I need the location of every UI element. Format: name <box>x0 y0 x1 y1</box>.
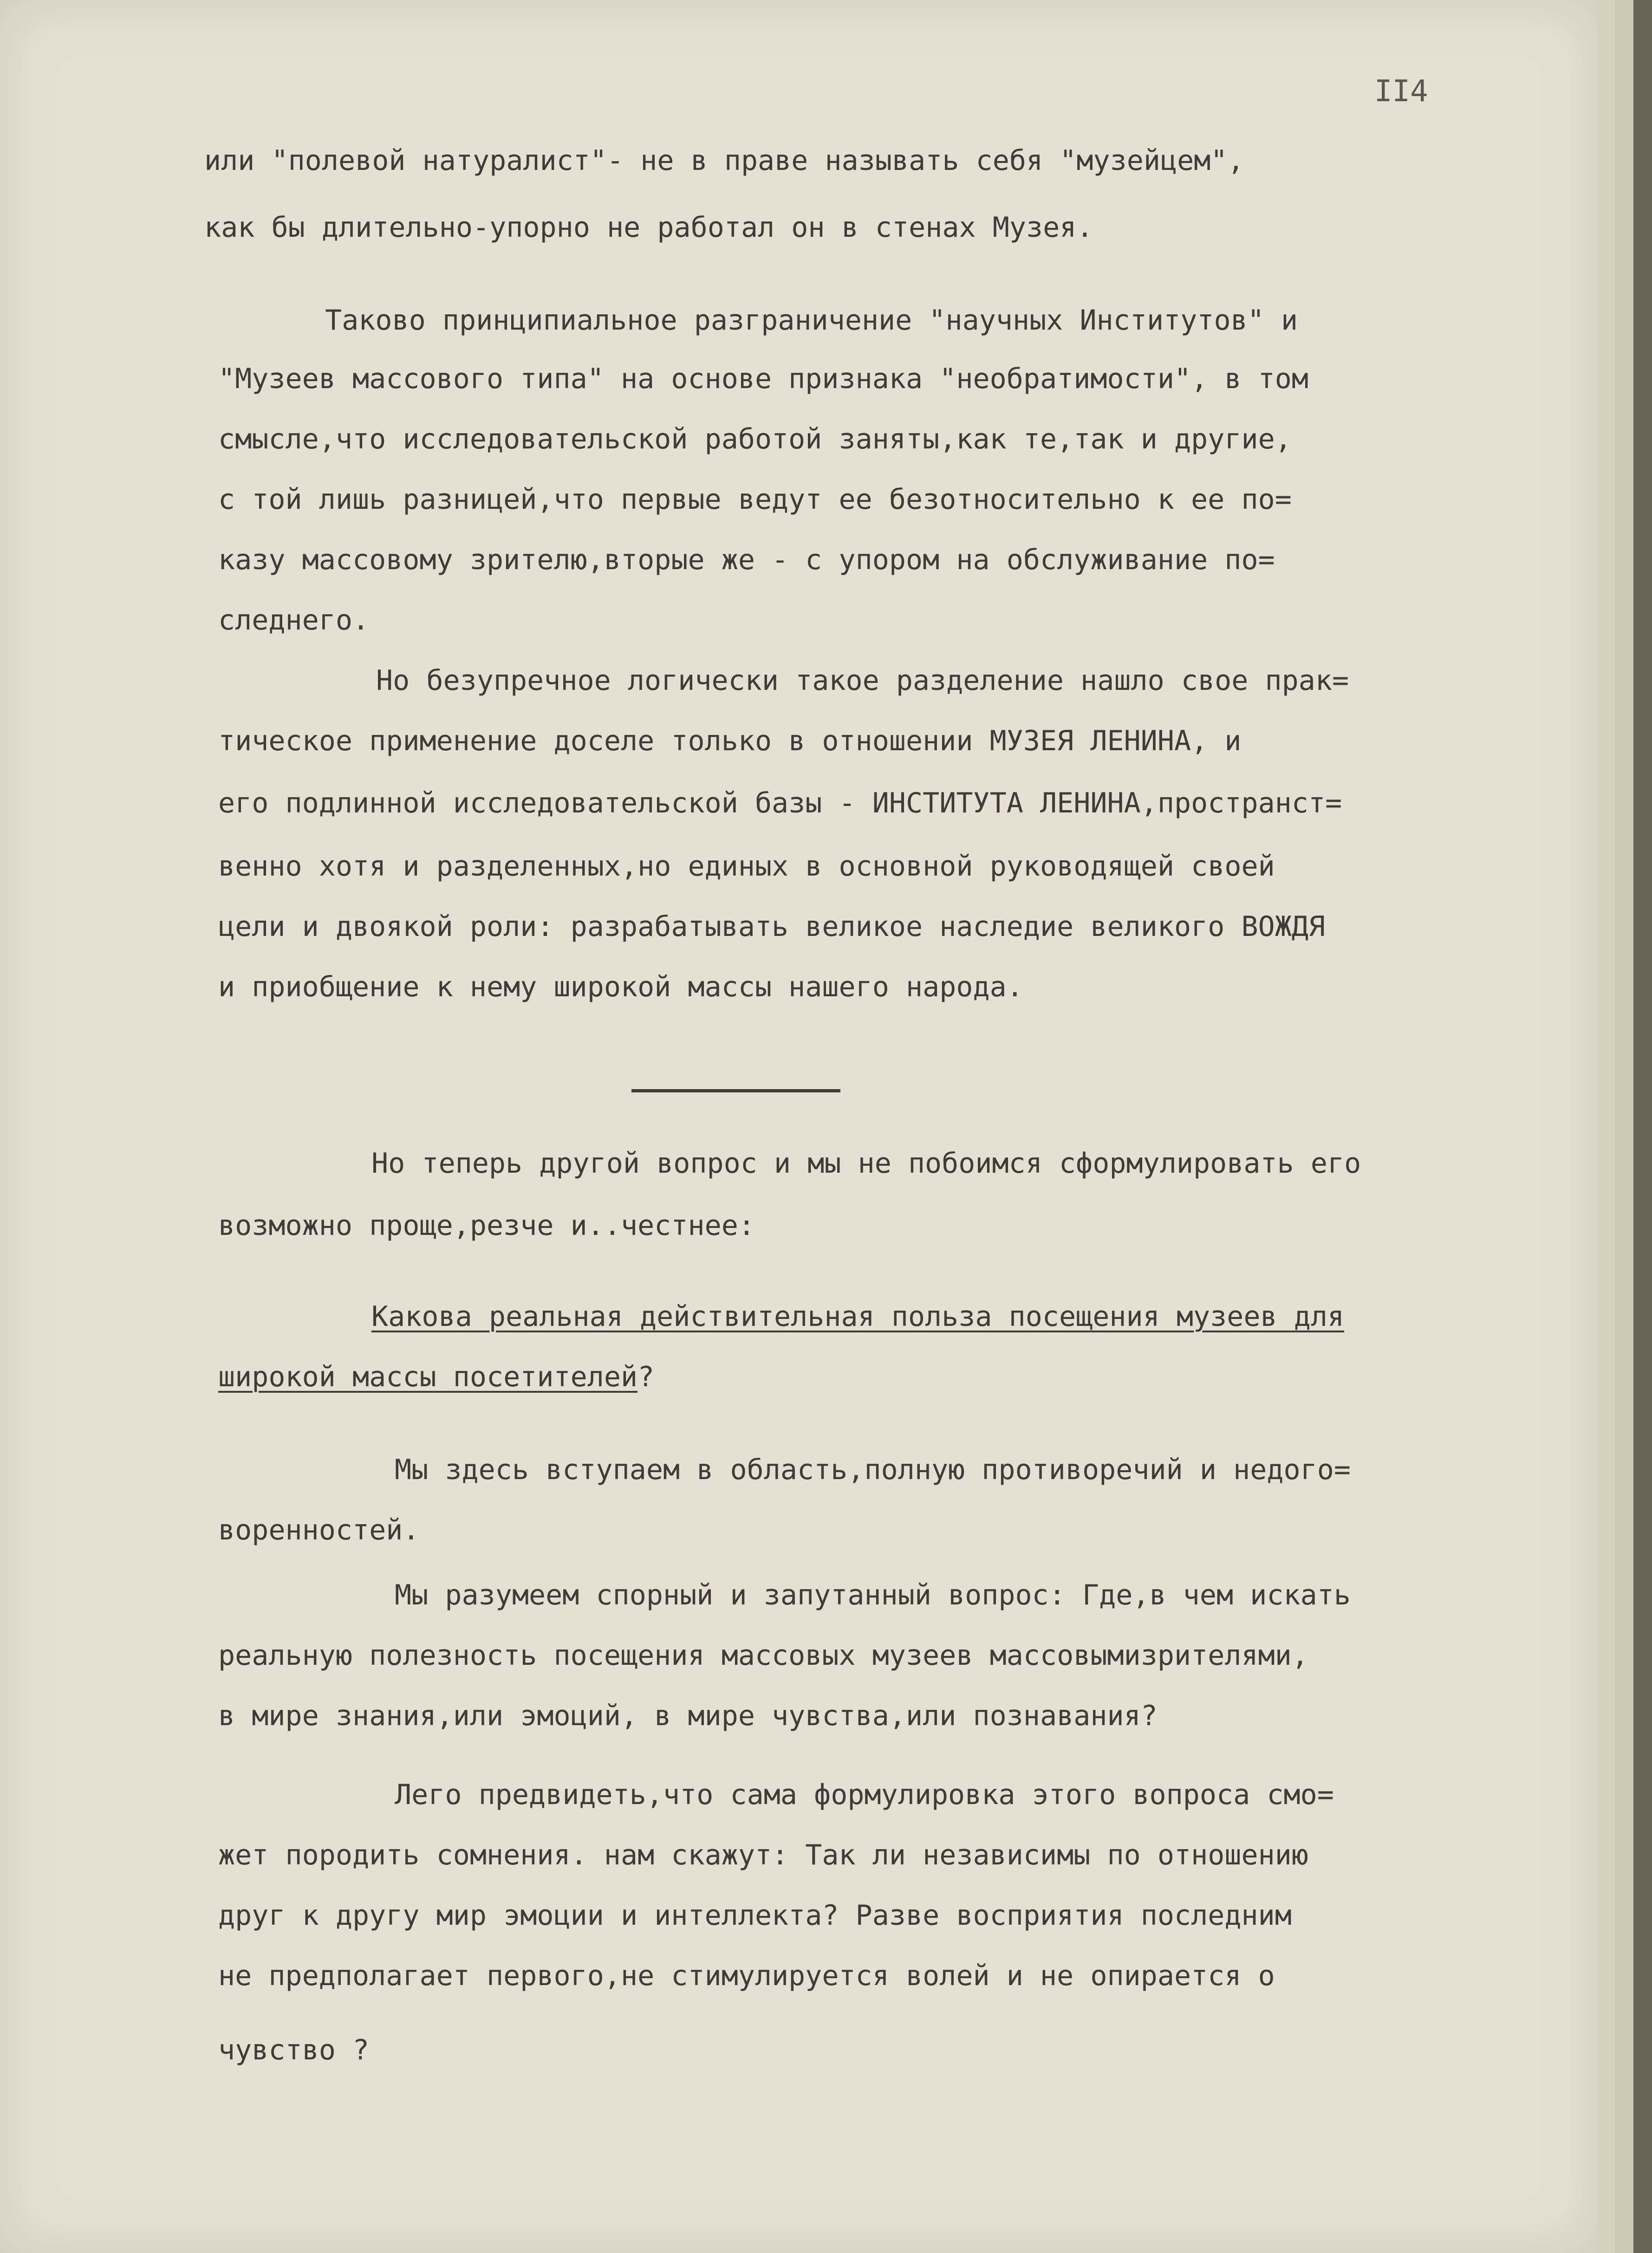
question-mark: ? <box>637 1361 655 1393</box>
text-line-3: Таково принципиальное разграничение "научных Институтов" и <box>325 304 1298 337</box>
text-line-16: возможно проще,резче и..честнее: <box>218 1209 755 1242</box>
text-line-14: и приобщение к нему широкой массы нашего народа. <box>218 971 1023 1003</box>
text-line-20: воренностей. <box>218 1514 420 1546</box>
text-line-11: его подлинной исследовательской базы - ИНСТИТУТА ЛЕНИНА,пространст= <box>218 787 1342 819</box>
text-line-5: смысле,что исследовательской работой заняты,как те,так и другие, <box>218 423 1292 455</box>
text-line-4: "Музеев массового типа" на основе признака "необратимости", в том <box>218 363 1308 395</box>
text-line-10: тическое применение доселе только в отношении МУЗЕЯ ЛЕНИНА, и <box>218 725 1242 757</box>
text-line-1: или "полевой натуралист"- не в праве называть себя "музейцем", <box>204 144 1244 177</box>
page-number: II4 <box>1374 74 1428 109</box>
text-line-6: с той лишь разницей,что первые ведут ее безотносительно к ее по= <box>218 483 1292 516</box>
text-line-2: как бы длительно-упорно не работал он в стенах Музея. <box>204 211 1093 244</box>
text-line-21: Мы разумеем спорный и запутанный вопрос: Где,в чем искать <box>395 1579 1351 1611</box>
text-line-28: чувство ? <box>218 2034 370 2066</box>
text-line-25: жет породить сомнения. нам скажут: Так ли независимы по отношению <box>218 1839 1308 1871</box>
text-line-7: казу массовому зрителю,вторые же - с упором на обслуживание по= <box>218 544 1275 576</box>
text-line-9: Но безупречное логически такое разделение нашло свое прак= <box>376 664 1349 697</box>
text-line-8: следнего. <box>218 604 370 636</box>
section-separator <box>631 1089 840 1092</box>
underlined-question-text: широкой массы посетителей <box>218 1361 638 1393</box>
text-line-26: друг к другу мир эмоции и интеллекта? Разве восприятия последним <box>218 1899 1292 1932</box>
text-line-24: Лего предвидеть,что сама формулировка этого вопроса смо= <box>395 1779 1334 1811</box>
text-line-12: венно хотя и разделенных,но единых в основной руководящей своей <box>218 850 1275 883</box>
text-line-22: реальную полезность посещения массовых музеев массовымизрителями, <box>218 1639 1308 1672</box>
text-line-19: Мы здесь вступаем в область,полную противоречий и недого= <box>395 1454 1351 1486</box>
underlined-question-line-2 <box>218 1363 654 1391</box>
text-line-27: не предполагает первого,не стимулируется волей и не опирается о <box>218 1960 1275 1992</box>
text-line-23: в мире знания,или эмоций, в мире чувства,или познавания? <box>218 1700 1158 1732</box>
text-line-13: цели и двоякой роли: разрабатывать великое наследие великого ВОЖДЯ <box>218 910 1326 943</box>
underlined-question-line-1: Какова реальная действительная польза посещения музеев для <box>371 1300 1345 1333</box>
text-line-15: Но теперь другой вопрос и мы не побоимся сформулировать его <box>371 1147 1361 1180</box>
